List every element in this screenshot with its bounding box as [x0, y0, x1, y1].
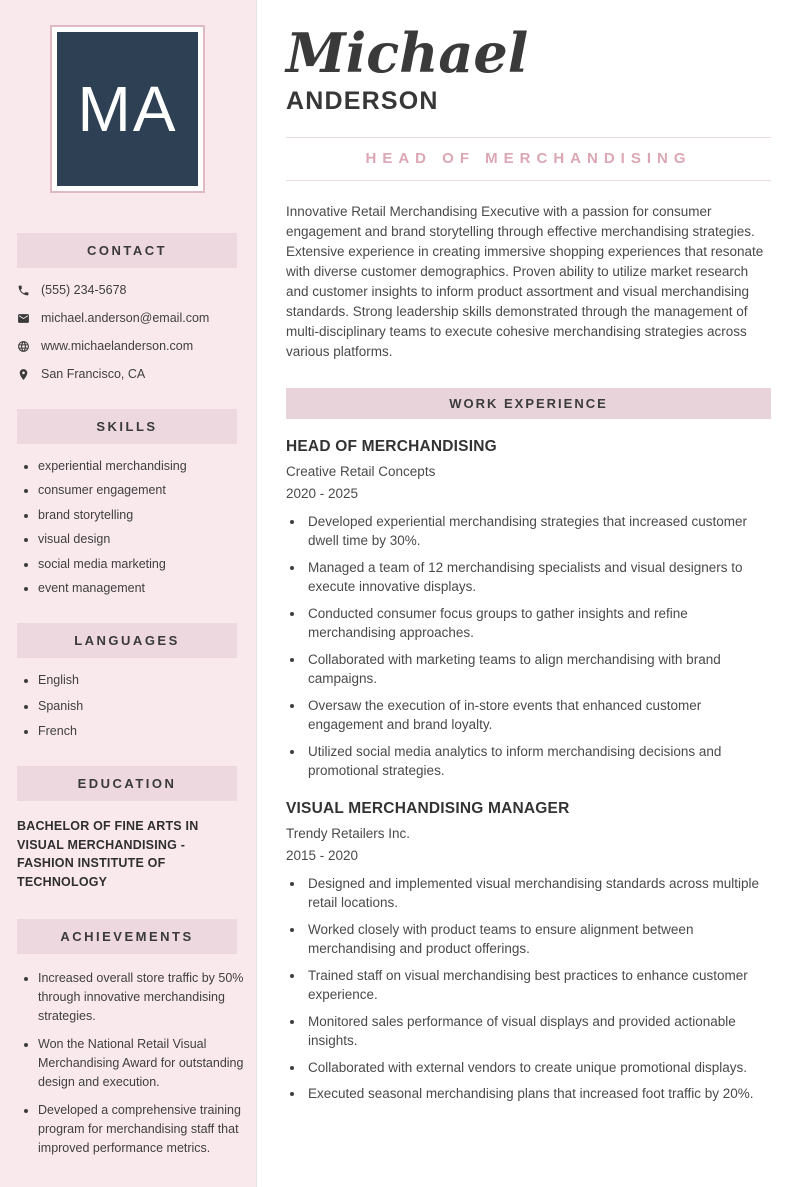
achievement-item: • Developed a comprehensive training program for merchandising staff that improved performance metrics.	[38, 1101, 244, 1158]
job-bullet: • Trained staff on visual merchandising best practices to enhance customer experience.	[305, 966, 771, 1005]
job-bullet: • Collaborated with external vendors to create unique promotional displays.	[305, 1058, 771, 1078]
contact-row-location	[17, 367, 244, 381]
job-entry-2	[286, 800, 771, 1104]
job-title-band	[286, 137, 771, 181]
job-bullet: • Designed and implemented visual merchandising standards across multiple retail locations.	[305, 874, 771, 913]
skill-item: • brand storytelling	[38, 508, 244, 522]
contact-list	[17, 283, 244, 381]
location-icon	[17, 368, 30, 381]
contact-row-email	[17, 311, 244, 325]
job-bullet: • Worked closely with product teams to ensure alignment between merchandising and product offerings.	[305, 920, 771, 959]
contact-email: michael.anderson@email.com	[41, 311, 210, 325]
job-bullet: • Executed seasonal merchandising plans that increased foot traffic by 20%.	[305, 1084, 771, 1104]
globe-icon	[17, 340, 30, 353]
job-bullet: • Developed experiential merchandising strategies that increased customer dwell time by 30%.	[305, 512, 771, 551]
headline-job-title: HEAD OF MERCHANDISING	[365, 149, 692, 167]
education-degree: BACHELOR OF FINE ARTS IN VISUAL MERCHANDISING - FASHION INSTITUTE OF TECHNOLOGY	[17, 819, 199, 889]
contact-location: San Francisco, CA	[41, 367, 146, 381]
achievements-list	[0, 969, 244, 1158]
contact-section-header: CONTACT	[17, 233, 237, 268]
job-title: HEAD OF MERCHANDISING	[286, 437, 497, 455]
skill-item: • social media marketing	[38, 557, 244, 571]
job-bullet: • Monitored sales performance of visual displays and provided actionable insights.	[305, 1012, 771, 1051]
languages-section-header: LANGUAGES	[17, 623, 237, 658]
skill-item: • experiential merchandising	[38, 459, 244, 473]
job-title: VISUAL MERCHANDISING MANAGER	[286, 799, 570, 817]
contact-row-phone	[17, 283, 244, 297]
achievement-item: • Won the National Retail Visual Merchandising Award for outstanding design and execution.	[38, 1035, 244, 1092]
job-bullet-list	[286, 874, 771, 1104]
job-bullet: • Oversaw the execution of in-store events that enhanced customer engagement and brand loyalty.	[305, 696, 771, 735]
contact-website: www.michaelanderson.com	[41, 339, 194, 353]
first-name: Michael	[286, 21, 529, 85]
sidebar	[0, 0, 257, 1187]
contact-phone: (555) 234-5678	[41, 283, 127, 297]
monogram-frame	[50, 25, 205, 193]
work-experience-header: WORK EXPERIENCE	[286, 388, 771, 419]
job-bullet: • Collaborated with marketing teams to align merchandising with brand campaigns.	[305, 650, 771, 689]
job-bullet-list	[286, 512, 771, 781]
language-item: • Spanish	[38, 699, 244, 713]
skills-section-header: SKILLS	[17, 409, 237, 444]
job-bullet: • Managed a team of 12 merchandising specialists and visual designers to execute innovative displays.	[305, 558, 771, 597]
job-dates: 2020 - 2025	[286, 485, 359, 501]
skill-item: • event management	[38, 581, 244, 595]
skill-item: • visual design	[38, 532, 244, 546]
main-content	[257, 0, 800, 1187]
job-company: Creative Retail Concepts	[286, 463, 436, 479]
phone-icon	[17, 284, 30, 297]
language-item: • French	[38, 724, 244, 738]
monogram: MA	[57, 32, 198, 186]
email-icon	[17, 312, 30, 325]
job-bullet: • Conducted consumer focus groups to gather insights and refine merchandising approaches.	[305, 604, 771, 643]
job-bullet: • Utilized social media analytics to inform merchandising decisions and promotional strategies.	[305, 742, 771, 781]
contact-row-website	[17, 339, 244, 353]
achievements-section-header: ACHIEVEMENTS	[17, 919, 237, 954]
job-dates: 2015 - 2020	[286, 847, 359, 863]
job-company: Trendy Retailers Inc.	[286, 825, 411, 841]
skill-item: • consumer engagement	[38, 483, 244, 497]
last-name: ANDERSON	[286, 86, 439, 115]
summary-paragraph: Innovative Retail Merchandising Executive with a passion for consumer engagement and brand storytelling through effective merchandising strategies. Extensive experience in creating immersive shopping experiences that resonate with diverse customer demographics. Proven ability to utilize market research and customer insights to inform product assortment and visual merchandising standards. Strong leadership skills demonstrated through the management of multi-disciplinary teams to execute cohesive merchandising strategies across various platforms.	[286, 203, 764, 359]
education-section-header: EDUCATION	[17, 766, 237, 801]
skills-list	[0, 459, 244, 595]
languages-list	[0, 673, 244, 738]
language-item: • English	[38, 673, 244, 687]
job-entry-1	[286, 438, 771, 781]
achievement-item: • Increased overall store traffic by 50% through innovative merchandising strategies.	[38, 969, 244, 1026]
